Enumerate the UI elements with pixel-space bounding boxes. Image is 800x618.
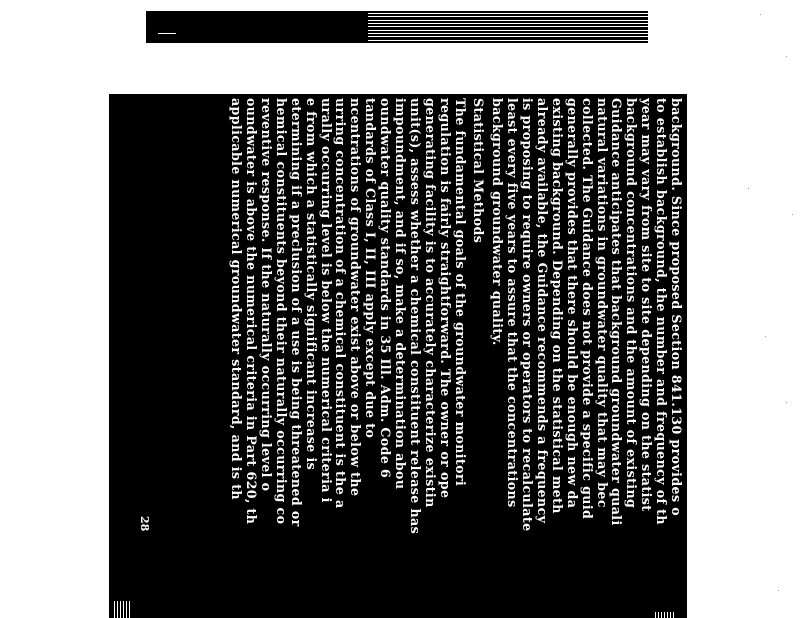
- text-line: regulation is fairly straightforward. The owner or ope: [437, 98, 453, 499]
- text-line: urally occurring level is below the numerical criteria i: [318, 98, 334, 503]
- page-text: [228, 98, 683, 618]
- text-line: least every five years to assure that the concentrations: [505, 98, 521, 508]
- text-line: to establish background, the number and frequency of th: [654, 98, 670, 525]
- text-line: etermining if a preclusion of a use is being threatened or: [288, 98, 304, 527]
- rotated-page-content: [109, 94, 687, 618]
- scan-speck: [765, 336, 766, 337]
- scan-speck: [786, 402, 787, 403]
- text-line: natural variations in groundwater quality that may bec: [594, 98, 610, 508]
- text-line: oundwater is above the numerical criteria in Part 620, th: [244, 98, 260, 525]
- scan-tick-mark: [158, 33, 176, 34]
- text-line: background. Since proposed Section 841.130 provides o: [669, 98, 684, 517]
- scanned-page: [109, 94, 687, 618]
- text-line: already available, the Guidance recommends a frequency: [534, 98, 550, 524]
- text-line: existing background. Depending on the statistical meth: [549, 98, 565, 514]
- scan-speck: [778, 590, 779, 591]
- scan-speck: [786, 56, 787, 57]
- text-line: is proposing to require owners or operators to recalculate: [520, 98, 536, 532]
- text-line: Guidance anticipates that background groundwater quali: [609, 98, 625, 526]
- scan-stripe-band: [368, 11, 648, 43]
- text-line: collected. The Guidance does not provide a specific guid: [579, 98, 595, 520]
- text-line: unit(s), assess whether a chemical constituent release has: [407, 98, 423, 535]
- text-line: e from which a statistically significant increase is: [303, 98, 319, 471]
- text-line: year may vary from site to site depending on the statist: [639, 98, 655, 512]
- text-line: generally provides that there should be enough new da: [564, 98, 580, 509]
- text-line: reventive response. If the naturally occurring level o: [258, 98, 274, 492]
- text-line: tandards of Class I, II, III apply except due to: [363, 98, 379, 439]
- scan-speck: [748, 188, 749, 189]
- text-line: urring concentration of a chemical constituent is the a: [333, 98, 349, 509]
- scan-speck: [792, 214, 793, 215]
- text-line: applicable numerical groundwater standard, and is th: [229, 98, 245, 500]
- scan-edge-bars: [114, 601, 130, 618]
- page-number: 28: [138, 516, 151, 532]
- scan-header-strip: [146, 11, 648, 43]
- text-line: oundwater quality standards in 35 Ill. Adm. Code 6: [378, 98, 394, 479]
- text-line: generating facility is to accurately characterize existin: [422, 98, 438, 508]
- text-line: The fundamental goals of the groundwater monitori: [452, 98, 468, 487]
- text-line: impoundment, and if so, make a determination abou: [392, 98, 408, 490]
- text-line: background groundwater quality.: [490, 98, 506, 346]
- scan-speck: [760, 14, 761, 15]
- section-heading: Statistical Methods: [471, 98, 487, 244]
- text-line: hemical constituents beyond their naturally occurring co: [273, 98, 289, 525]
- scan-edge-bars-right: [655, 612, 675, 618]
- text-line: background concentrations and the amount of existing: [624, 98, 640, 509]
- text-line: ncentrations of groundwater exist above or below the: [348, 98, 364, 497]
